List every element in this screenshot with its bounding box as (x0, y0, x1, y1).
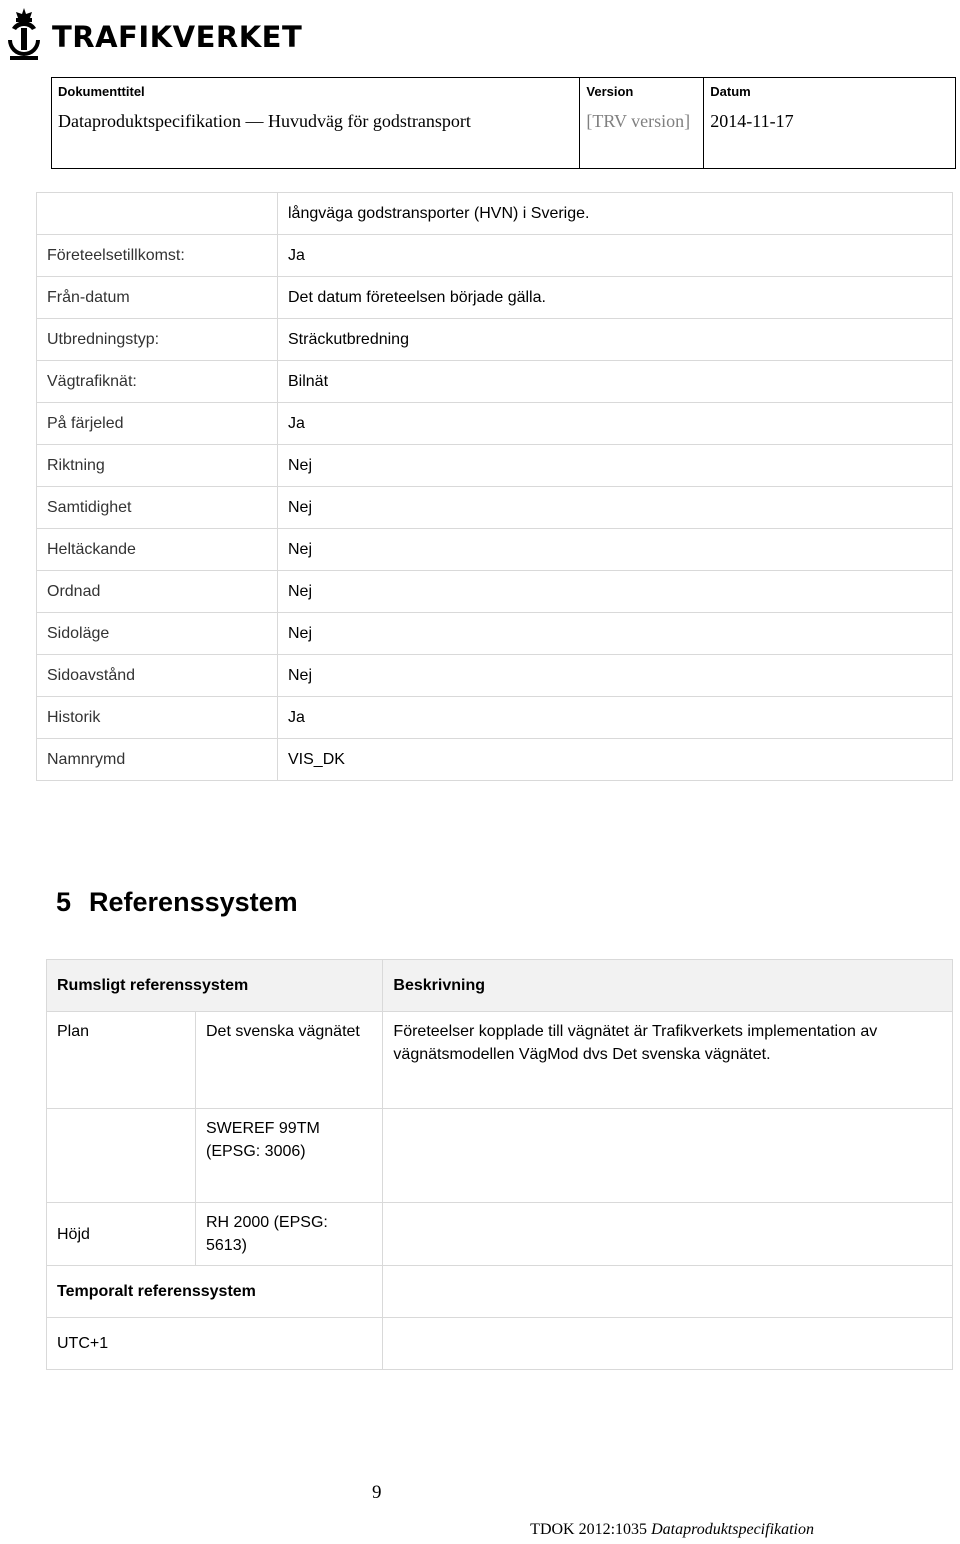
plan-label: Plan (47, 1012, 196, 1109)
table-row (37, 697, 953, 739)
document-header (51, 77, 956, 169)
footer-doc-id: TDOK 2012:1035 (530, 1521, 648, 1538)
attribute-value: Nej (278, 487, 953, 529)
attribute-value: Det datum företeelsen började gälla. (278, 277, 953, 319)
header-date-value: 2014-11-17 (710, 111, 794, 131)
attribute-key: Samtidighet (37, 487, 278, 529)
attribute-value: Nej (278, 529, 953, 571)
attribute-key: Från-datum (37, 277, 278, 319)
section-number: 5 (56, 887, 72, 917)
table-row (37, 277, 953, 319)
table-row (47, 1203, 953, 1266)
empty-cell (383, 1318, 953, 1370)
table-row (37, 319, 953, 361)
hojd-label: Höjd (47, 1203, 196, 1266)
plan-description: Företeelser kopplade till vägnätet är Trafikverkets implementation av vägnätsmodellen VägMod dvs Det svenska vägnätet. (383, 1012, 953, 1109)
table-row (37, 529, 953, 571)
table-row (47, 1266, 953, 1318)
table-row (37, 235, 953, 277)
attribute-key: Historik (37, 697, 278, 739)
header-title-cell (52, 78, 579, 168)
attribute-value: långväga godstransporter (HVN) i Sverige. (278, 193, 953, 235)
spatial-header: Rumsligt referenssystem (47, 960, 383, 1012)
plan-system-2: SWEREF 99TM (EPSG: 3006) (196, 1109, 383, 1203)
attribute-key: Sidoläge (37, 613, 278, 655)
header-version-label: Version (586, 84, 634, 99)
table-row (37, 361, 953, 403)
attribute-value: Bilnät (278, 361, 953, 403)
section-title: Referenssystem (89, 887, 298, 917)
empty-cell (47, 1109, 196, 1203)
attribute-value: Ja (278, 235, 953, 277)
attribute-value: Nej (278, 445, 953, 487)
trafikverket-logo (4, 4, 302, 64)
header-date-label: Datum (710, 84, 751, 99)
temporal-value: UTC+1 (47, 1318, 383, 1370)
empty-cell (383, 1203, 953, 1266)
attribute-value: VIS_DK (278, 739, 953, 781)
attribute-key: Namnrymd (37, 739, 278, 781)
empty-cell (383, 1109, 953, 1203)
reference-system-table (46, 959, 953, 1370)
crown-emblem-icon (4, 6, 44, 62)
attribute-key: Riktning (37, 445, 278, 487)
attribute-key: Företeelsetillkomst: (37, 235, 278, 277)
attribute-value: Nej (278, 613, 953, 655)
attribute-key: Heltäckande (37, 529, 278, 571)
header-title-value: Dataproduktspecifikation — Huvudväg för godstransport (58, 111, 471, 131)
table-row (37, 403, 953, 445)
temporal-header: Temporalt referenssystem (47, 1266, 383, 1318)
attribute-value: Sträckutbredning (278, 319, 953, 361)
plan-system: Det svenska vägnätet (196, 1012, 383, 1109)
attribute-key (37, 193, 278, 235)
table-row (37, 193, 953, 235)
header-version-value: [TRV version] (586, 111, 691, 131)
empty-cell (383, 1266, 953, 1318)
table-row (47, 1109, 953, 1203)
attribute-value: Nej (278, 655, 953, 697)
footer-doc-title: Dataproduktspecifikation (651, 1521, 814, 1538)
attribute-key: Sidoavstånd (37, 655, 278, 697)
table-row (37, 655, 953, 697)
hojd-system: RH 2000 (EPSG: 5613) (196, 1203, 383, 1266)
table-row (47, 960, 953, 1012)
attribute-key: Vägtrafiknät: (37, 361, 278, 403)
table-row (37, 613, 953, 655)
table-row (37, 739, 953, 781)
header-title-label: Dokumenttitel (58, 84, 145, 99)
section-heading (56, 887, 298, 918)
page-number: 9 (372, 1482, 382, 1503)
page-footer (530, 1521, 814, 1539)
logo-wordmark: TRAFIKVERKET (52, 20, 303, 54)
table-row (47, 1012, 953, 1109)
attribute-table (36, 192, 953, 781)
header-date-cell (703, 78, 955, 168)
attribute-key: Ordnad (37, 571, 278, 613)
attribute-value: Ja (278, 403, 953, 445)
header-version-cell (579, 78, 703, 168)
table-row (37, 487, 953, 529)
table-row (37, 445, 953, 487)
attribute-value: Nej (278, 571, 953, 613)
table-row (47, 1318, 953, 1370)
description-header: Beskrivning (383, 960, 953, 1012)
attribute-key: På färjeled (37, 403, 278, 445)
table-row (37, 571, 953, 613)
attribute-value: Ja (278, 697, 953, 739)
attribute-key: Utbredningstyp: (37, 319, 278, 361)
